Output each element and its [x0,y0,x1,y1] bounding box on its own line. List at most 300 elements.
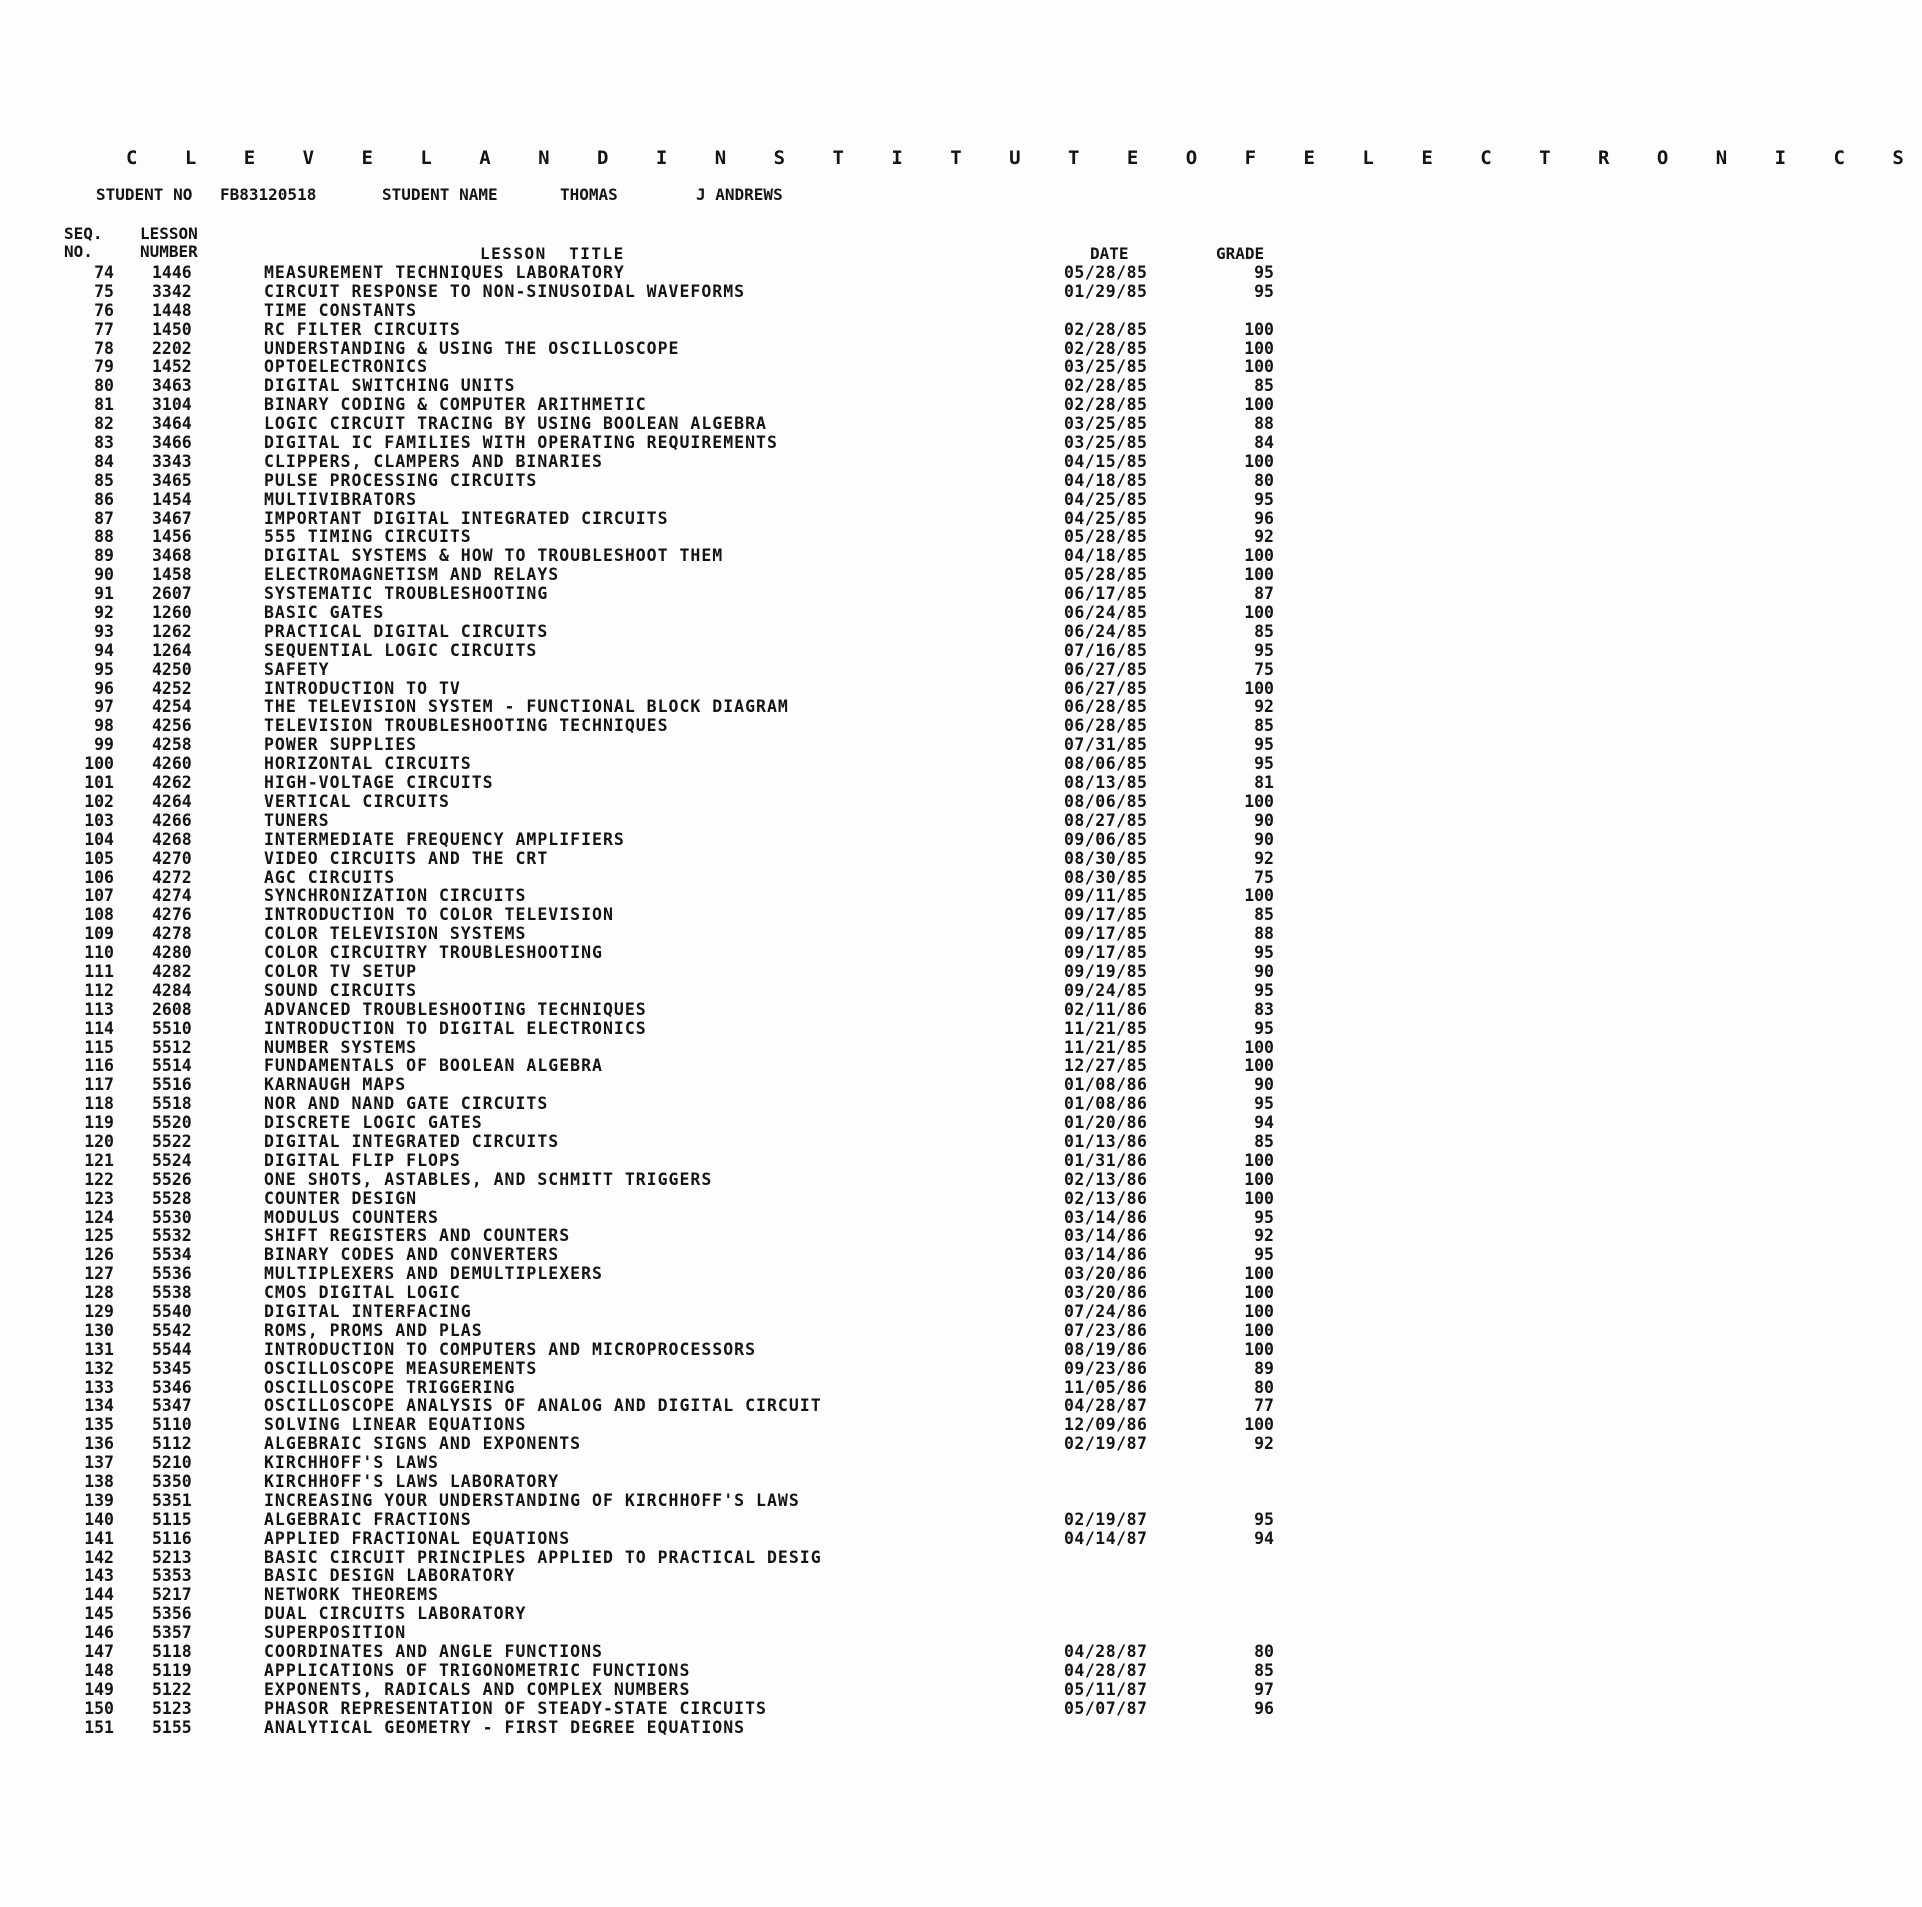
lesson-grade: 100 [1244,678,1274,698]
seq-no: 106 [84,867,114,887]
lesson-date: 04/14/87 [1064,1528,1148,1548]
lesson-grade: 95 [1254,1207,1274,1227]
table-row [0,340,1348,359]
table-row [0,1227,1348,1246]
lesson-title: KIRCHHOFF'S LAWS LABORATORY [264,1472,560,1491]
lesson-number: 5213 [152,1547,192,1567]
lesson-date: 11/21/85 [1064,1037,1148,1057]
table-row [0,1643,1348,1662]
seq-no: 119 [84,1113,114,1133]
seq-no: 147 [84,1642,114,1662]
lesson-number: 4262 [152,773,192,793]
table-row [0,1454,1348,1473]
lesson-number: 5542 [152,1320,192,1340]
lesson-date: 12/09/86 [1064,1415,1148,1435]
lesson-grade: 100 [1244,338,1274,358]
lesson-grade: 90 [1254,829,1274,849]
lesson-title: TELEVISION TROUBLESHOOTING TECHNIQUES [264,716,669,736]
lesson-date: 01/08/86 [1064,1094,1148,1114]
student-first-name: THOMAS [560,185,618,204]
seq-no: 87 [94,508,114,528]
lesson-number: 4272 [152,867,192,887]
seq-no: 129 [84,1301,114,1321]
lesson-date: 02/28/85 [1064,338,1148,358]
lesson-title: ROMS, PROMS AND PLAS [264,1320,483,1340]
seq-no: 141 [84,1528,114,1548]
table-row [0,1567,1348,1586]
lesson-number: 5520 [152,1113,192,1133]
seq-no: 78 [94,338,114,358]
table-row [0,1360,1348,1379]
lesson-number: 3466 [152,433,192,453]
seq-no: 132 [84,1358,114,1378]
lesson-date: 09/19/85 [1064,961,1148,981]
lesson-grade: 88 [1254,924,1274,944]
lesson-date: 05/28/85 [1064,263,1148,282]
grade-header: GRADE [1216,244,1265,263]
lesson-number: 5528 [152,1188,192,1208]
lesson-title: MULTIVIBRATORS [264,489,418,509]
lesson-title: SAFETY [264,659,330,679]
lesson-grade: 92 [1254,527,1274,547]
lesson-grade: 95 [1254,489,1274,509]
lesson-number: 5353 [152,1566,192,1586]
lesson-grade: 92 [1254,848,1274,868]
seq-no: 140 [84,1509,114,1529]
lesson-title: SYSTEMATIC TROUBLESHOOTING [264,584,549,604]
seq-no: 114 [84,1018,114,1038]
lesson-grade: 100 [1244,1301,1274,1321]
seq-no: 144 [84,1585,114,1605]
lesson-date: 03/14/86 [1064,1207,1148,1227]
lesson-title: DIGITAL SWITCHING UNITS [264,376,516,396]
seq-no: 118 [84,1094,114,1114]
lesson-title: INTRODUCTION TO COMPUTERS AND MICROPROCESSORS [264,1339,757,1359]
table-row [0,793,1348,812]
lesson-date: 01/13/86 [1064,1131,1148,1151]
seq-no: 101 [84,773,114,793]
table-row [0,1530,1348,1549]
lesson-title: DUAL CIRCUITS LABORATORY [264,1604,527,1624]
lesson-date: 05/28/85 [1064,527,1148,547]
lesson-grade: 92 [1254,697,1274,717]
table-row [0,1190,1348,1209]
table-row [0,1133,1348,1152]
seq-no: 81 [94,395,114,415]
seq-no: 93 [94,621,114,641]
lesson-number: 5522 [152,1131,192,1151]
lesson-grade: 88 [1254,414,1274,434]
lesson-title: ONE SHOTS, ASTABLES, AND SCHMITT TRIGGERS [264,1169,713,1189]
lesson-number: 5540 [152,1301,192,1321]
seq-no: 138 [84,1472,114,1491]
lesson-number: 1454 [152,489,192,509]
lesson-title: OSCILLOSCOPE TRIGGERING [264,1377,516,1397]
lesson-title-header: LESSON TITLE [480,244,625,263]
lesson-date: 09/23/86 [1064,1358,1148,1378]
table-row [0,1265,1348,1284]
table-row [0,869,1348,888]
lesson-grade: 100 [1244,1188,1274,1208]
lesson-title: BASIC DESIGN LABORATORY [264,1566,516,1586]
lesson-date: 03/25/85 [1064,357,1148,377]
seq-no: 104 [84,829,114,849]
lesson-grade: 94 [1254,1528,1274,1548]
table-row [0,1549,1348,1568]
table-row [0,283,1348,302]
table-row [0,944,1348,963]
lesson-title: MODULUS COUNTERS [264,1207,439,1227]
lesson-grade: 100 [1244,1169,1274,1189]
lesson-grade: 90 [1254,810,1274,830]
seq-no: 86 [94,489,114,509]
table-row [0,831,1348,850]
lesson-date: 02/28/85 [1064,319,1148,339]
lesson-number: 5123 [152,1698,192,1718]
lesson-number: 5217 [152,1585,192,1605]
table-row [0,302,1348,321]
seq-no: 89 [94,546,114,566]
lesson-grade: 89 [1254,1358,1274,1378]
seq-no: 110 [84,943,114,963]
lesson-date: 11/21/85 [1064,1018,1148,1038]
lesson-title: IMPORTANT DIGITAL INTEGRATED CIRCUITS [264,508,669,528]
lesson-number: 1446 [152,263,192,282]
seq-no: 133 [84,1377,114,1397]
table-row [0,1700,1348,1719]
lesson-title: AGC CIRCUITS [264,867,396,887]
seq-no: 96 [94,678,114,698]
lesson-number: 5357 [152,1623,192,1643]
seq-no: 97 [94,697,114,717]
lesson-date: 04/25/85 [1064,508,1148,528]
lesson-title: NUMBER SYSTEMS [264,1037,418,1057]
lesson-title: DIGITAL SYSTEMS & HOW TO TROUBLESHOOT THEM [264,546,724,566]
table-row [0,396,1348,415]
table-row [0,528,1348,547]
lesson-title: INTRODUCTION TO DIGITAL ELECTRONICS [264,1018,647,1038]
lesson-title: SYNCHRONIZATION CIRCUITS [264,886,527,906]
lesson-grade: 95 [1254,1509,1274,1529]
seq-no: 103 [84,810,114,830]
lesson-grade: 80 [1254,1377,1274,1397]
lesson-grade: 100 [1244,1339,1274,1359]
lesson-date: 08/19/86 [1064,1339,1148,1359]
lesson-title: LOGIC CIRCUIT TRACING BY USING BOOLEAN ALGEBRA [264,414,767,434]
table-row [0,453,1348,472]
lesson-number: 3464 [152,414,192,434]
lesson-grade: 100 [1244,1415,1274,1435]
seq-no: 94 [94,640,114,660]
lesson-number: 5347 [152,1396,192,1416]
seq-no: 76 [94,300,114,320]
table-row [0,415,1348,434]
lesson-title: NOR AND NAND GATE CIRCUITS [264,1094,549,1114]
lesson-number: 5118 [152,1642,192,1662]
lesson-title: PULSE PROCESSING CIRCUITS [264,470,538,490]
seq-no: 146 [84,1623,114,1643]
table-row [0,982,1348,1001]
lesson-number: 3343 [152,451,192,471]
seq-no: 74 [94,263,114,282]
lesson-date: 06/17/85 [1064,584,1148,604]
lesson-number: 1264 [152,640,192,660]
lesson-date: 05/07/87 [1064,1698,1148,1718]
lesson-grade: 95 [1254,980,1274,1000]
seq-no: 91 [94,584,114,604]
lesson-number: 1262 [152,621,192,641]
lesson-number: 3104 [152,395,192,415]
lesson-grade: 95 [1254,263,1274,282]
seq-no: 75 [94,281,114,301]
seq-no: 125 [84,1226,114,1246]
table-row [0,1719,1348,1738]
lesson-grade: 96 [1254,1698,1274,1718]
table-row [0,1020,1348,1039]
lesson-date: 03/25/85 [1064,414,1148,434]
table-row [0,661,1348,680]
lesson-date: 04/28/87 [1064,1642,1148,1662]
seq-no: 130 [84,1320,114,1340]
lesson-number: 1260 [152,603,192,623]
lesson-number: 5512 [152,1037,192,1057]
table-row [0,717,1348,736]
lesson-date: 12/27/85 [1064,1056,1148,1076]
lesson-table [0,264,1348,1737]
lesson-date: 06/27/85 [1064,678,1148,698]
table-row [0,963,1348,982]
lesson-title: ALGEBRAIC FRACTIONS [264,1509,472,1529]
lesson-grade: 85 [1254,716,1274,736]
lesson-date: 03/14/86 [1064,1245,1148,1265]
lesson-grade: 75 [1254,659,1274,679]
lesson-title: OSCILLOSCOPE ANALYSIS OF ANALOG AND DIGITAL CIRCUIT [264,1396,822,1416]
lesson-title: UNDERSTANDING & USING THE OSCILLOSCOPE [264,338,680,358]
lesson-number: 5544 [152,1339,192,1359]
table-row [0,377,1348,396]
lesson-number: 1458 [152,565,192,585]
table-row [0,736,1348,755]
seq-header-bottom: NO. [64,242,93,261]
table-row [0,1246,1348,1265]
seq-no: 127 [84,1264,114,1284]
table-row [0,566,1348,585]
lesson-date: 06/28/85 [1064,716,1148,736]
lesson-title: RC FILTER CIRCUITS [264,319,461,339]
lesson-title: DISCRETE LOGIC GATES [264,1113,483,1133]
lesson-grade: 95 [1254,1245,1274,1265]
lesson-title: KIRCHHOFF'S LAWS [264,1453,439,1473]
lesson-number: 5116 [152,1528,192,1548]
lesson-number: 4282 [152,961,192,981]
table-row [0,774,1348,793]
lesson-grade: 90 [1254,961,1274,981]
lesson-title: BASIC CIRCUIT PRINCIPLES APPLIED TO PRACTICAL DESIG [264,1547,822,1567]
seq-no: 137 [84,1453,114,1473]
lesson-number: 4256 [152,716,192,736]
seq-no: 92 [94,603,114,623]
lesson-date: 03/25/85 [1064,433,1148,453]
lesson-title: BINARY CODES AND CONVERTERS [264,1245,560,1265]
lesson-date: 07/31/85 [1064,735,1148,755]
lesson-number: 4266 [152,810,192,830]
lesson-grade: 95 [1254,281,1274,301]
lesson-grade: 97 [1254,1679,1274,1699]
lesson-date: 04/18/85 [1064,470,1148,490]
lesson-title: ELECTROMAGNETISM AND RELAYS [264,565,560,585]
lesson-number: 4276 [152,905,192,925]
lesson-date: 05/28/85 [1064,565,1148,585]
lesson-grade: 96 [1254,508,1274,528]
lesson-title: VIDEO CIRCUITS AND THE CRT [264,848,549,868]
seq-no: 117 [84,1075,114,1095]
seq-no: 99 [94,735,114,755]
lesson-title: CIRCUIT RESPONSE TO NON-SINUSOIDAL WAVEFORMS [264,281,746,301]
lesson-number: 4274 [152,886,192,906]
lesson-number: 5536 [152,1264,192,1284]
table-row [0,1095,1348,1114]
lesson-date: 09/11/85 [1064,886,1148,906]
table-row [0,1473,1348,1492]
table-row [0,264,1348,283]
lesson-number: 1456 [152,527,192,547]
lesson-grade: 80 [1254,470,1274,490]
table-row [0,585,1348,604]
lesson-title: ADVANCED TROUBLESHOOTING TECHNIQUES [264,999,647,1019]
lesson-date: 06/27/85 [1064,659,1148,679]
lesson-title: SOLVING LINEAR EQUATIONS [264,1415,527,1435]
lesson-date: 04/28/87 [1064,1396,1148,1416]
lesson-title: APPLIED FRACTIONAL EQUATIONS [264,1528,571,1548]
lesson-title: BINARY CODING & COMPUTER ARITHMETIC [264,395,647,415]
lesson-number: 1450 [152,319,192,339]
table-row [0,906,1348,925]
table-row [0,1435,1348,1454]
lesson-number: 4264 [152,791,192,811]
table-row [0,1171,1348,1190]
seq-no: 109 [84,924,114,944]
seq-no: 126 [84,1245,114,1265]
lesson-title: PRACTICAL DIGITAL CIRCUITS [264,621,549,641]
lesson-grade: 85 [1254,1660,1274,1680]
lesson-title: INTRODUCTION TO TV [264,678,461,698]
seq-no: 90 [94,565,114,585]
lesson-number: 5510 [152,1018,192,1038]
seq-no: 136 [84,1434,114,1454]
lesson-header-bottom: NUMBER [140,242,198,261]
lesson-title: SUPERPOSITION [264,1623,407,1643]
lesson-title: INTERMEDIATE FREQUENCY AMPLIFIERS [264,829,625,849]
seq-no: 116 [84,1056,114,1076]
seq-no: 131 [84,1339,114,1359]
lesson-date: 04/18/85 [1064,546,1148,566]
lesson-number: 5356 [152,1604,192,1624]
lesson-title: ALGEBRAIC SIGNS AND EXPONENTS [264,1434,582,1454]
lesson-date: 07/16/85 [1064,640,1148,660]
seq-no: 151 [84,1717,114,1737]
lesson-date: 02/13/86 [1064,1169,1148,1189]
lesson-date: 04/25/85 [1064,489,1148,509]
lesson-number: 4260 [152,754,192,774]
lesson-date: 07/23/86 [1064,1320,1148,1340]
seq-no: 134 [84,1396,114,1416]
seq-no: 84 [94,451,114,471]
lesson-date: 02/19/87 [1064,1509,1148,1529]
table-row [0,1586,1348,1605]
lesson-number: 5122 [152,1679,192,1699]
table-row [0,1001,1348,1020]
table-row [0,1209,1348,1228]
lesson-number: 5532 [152,1226,192,1246]
lesson-date: 03/14/86 [1064,1226,1148,1246]
lesson-title: COLOR CIRCUITRY TROUBLESHOOTING [264,943,603,963]
table-row [0,1039,1348,1058]
seq-no: 88 [94,527,114,547]
lesson-title: COUNTER DESIGN [264,1188,418,1208]
lesson-grade: 85 [1254,376,1274,396]
lesson-date: 02/19/87 [1064,1434,1148,1454]
table-row [0,1341,1348,1360]
lesson-grade: 100 [1244,1264,1274,1284]
seq-no: 111 [84,961,114,981]
table-row [0,1076,1348,1095]
lesson-date: 02/11/86 [1064,999,1148,1019]
lesson-title: CLIPPERS, CLAMPERS AND BINARIES [264,451,603,471]
seq-no: 112 [84,980,114,1000]
lesson-grade: 85 [1254,1131,1274,1151]
lesson-number: 1452 [152,357,192,377]
lesson-number: 5346 [152,1377,192,1397]
table-row [0,1379,1348,1398]
lesson-number: 5115 [152,1509,192,1529]
lesson-number: 5110 [152,1415,192,1435]
table-row [0,1416,1348,1435]
date-header: DATE [1090,244,1129,263]
lesson-title: HIGH-VOLTAGE CIRCUITS [264,773,494,793]
lesson-title: BASIC GATES [264,603,385,623]
seq-no: 83 [94,433,114,453]
lesson-grade: 100 [1244,565,1274,585]
lesson-grade: 80 [1254,1642,1274,1662]
lesson-number: 3467 [152,508,192,528]
lesson-grade: 100 [1244,603,1274,623]
seq-no: 145 [84,1604,114,1624]
lesson-number: 5514 [152,1056,192,1076]
table-row [0,1303,1348,1322]
lesson-grade: 95 [1254,735,1274,755]
lesson-number: 5518 [152,1094,192,1114]
seq-no: 128 [84,1283,114,1303]
lesson-grade: 100 [1244,395,1274,415]
lesson-title: POWER SUPPLIES [264,735,418,755]
seq-no: 79 [94,357,114,377]
lesson-title: VERTICAL CIRCUITS [264,791,450,811]
table-row [0,491,1348,510]
lesson-title: DIGITAL INTEGRATED CIRCUITS [264,1131,560,1151]
lesson-date: 08/30/85 [1064,867,1148,887]
lesson-number: 5119 [152,1660,192,1680]
lesson-date: 06/24/85 [1064,603,1148,623]
lesson-number: 5351 [152,1490,192,1510]
lesson-number: 4278 [152,924,192,944]
table-row [0,1662,1348,1681]
lesson-title: PHASOR REPRESENTATION OF STEADY-STATE CIRCUITS [264,1698,767,1718]
lesson-title: DIGITAL INTERFACING [264,1301,472,1321]
seq-no: 148 [84,1660,114,1680]
lesson-title: INTRODUCTION TO COLOR TELEVISION [264,905,614,925]
lesson-date: 03/20/86 [1064,1283,1148,1303]
lesson-number: 4252 [152,678,192,698]
